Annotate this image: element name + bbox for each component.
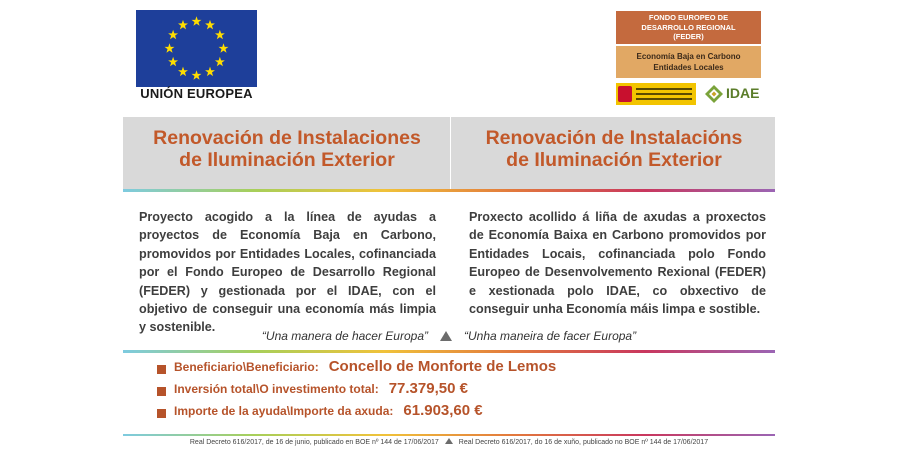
legal-footer — [123, 438, 775, 446]
footer-spanish: Real Decreto 616/2017, de 16 de junio, publicado en BOE nº 144 de 17/06/2017 — [189, 439, 439, 446]
title-spanish — [124, 127, 450, 171]
eu-star-icon — [192, 16, 202, 25]
eu-star-icon — [205, 20, 215, 29]
eu-star-icon — [168, 57, 178, 66]
eu-star-icon — [219, 43, 229, 52]
aid-amount-label: Importe de la ayuda\Importe da axuda: — [174, 404, 394, 418]
eu-star-icon — [215, 30, 225, 39]
ministry-text-lines — [636, 88, 692, 103]
government-logo — [616, 83, 696, 105]
investment-row — [157, 380, 468, 402]
footer-galician: Real Decreto 616/2017, do 16 de xuño, publicado no BOE nº 144 de 17/06/2017 — [458, 439, 709, 446]
eu-star-icon — [165, 43, 175, 52]
slogan-galician: “Unha maneira de facer Europa” — [464, 329, 637, 343]
program-line-1: Economía Baja en Carbono — [636, 52, 741, 61]
feder-line-1: FONDO EUROPEO DE — [648, 13, 729, 23]
eu-star-icon — [205, 67, 215, 76]
eu-flag-icon — [136, 10, 257, 87]
triangle-separator-icon — [445, 438, 453, 444]
feder-line-2: DESARROLLO REGIONAL — [641, 22, 736, 32]
slogan-spanish: “Una manera de hacer Europa” — [261, 329, 428, 343]
eu-star-icon — [178, 20, 188, 29]
description-galician: Proxecto acollido á liña de axudas a proxectos de Economía Baixa en Carbono promovidos por Entidades Locais, cofinanciada polo Fondo Europeo de Desenvolvemento Rexional (FEDER) e xestionada polo IDAE, co obxectivo de conseguir unha Economía máis limpa e sostible. — [469, 210, 766, 317]
feder-line-3: (FEDER) — [673, 32, 704, 42]
eu-star-icon — [168, 30, 178, 39]
square-bullet-icon — [157, 409, 166, 418]
rainbow-divider — [123, 189, 775, 192]
program-title — [616, 46, 761, 78]
coat-of-arms-icon — [618, 86, 632, 102]
beneficiary-label: Beneficiario\Beneficiario: — [174, 360, 319, 374]
aid-amount-row — [157, 402, 483, 424]
eu-label: UNIÓN EUROPEA — [140, 86, 253, 101]
title-gl-line-1: Renovación de Instalacións — [485, 127, 743, 149]
feder-logo-box — [616, 11, 761, 101]
program-line-2: Entidades Locales — [653, 63, 724, 72]
title-es-line-1: Renovación de Instalaciones — [153, 127, 421, 149]
partner-logos — [616, 81, 761, 108]
aid-amount-value: 61.903,60 € — [403, 402, 483, 419]
idae-logo-icon — [704, 84, 724, 104]
rainbow-divider — [123, 434, 775, 436]
beneficiary-value: Concello de Monforte de Lemos — [328, 358, 557, 375]
title-gl-line-2: de Iluminación Exterior — [506, 149, 722, 171]
eu-star-icon — [215, 57, 225, 66]
title-galician — [451, 127, 777, 171]
rainbow-divider — [123, 350, 775, 353]
investment-value: 77.379,50 € — [388, 380, 468, 397]
investment-label: Inversión total\O investimento total: — [174, 382, 379, 396]
description-spanish: Proyecto acogido a la línea de ayudas a proyectos de Economía Baja en Carbono, promovidos por Entidades Locales, cofinanciada por el Fondo Europeo de Desarrollo Regional (FEDER) y gestionada por el IDAE, con el objetivo de conseguir una economía más limpia y sostenible. — [139, 210, 436, 335]
idae-label: IDAE — [726, 85, 760, 101]
slogan-row — [123, 329, 775, 343]
feder-title — [616, 11, 761, 44]
square-bullet-icon — [157, 387, 166, 396]
title-es-line-2: de Iluminación Exterior — [179, 149, 395, 171]
eu-star-icon — [192, 70, 202, 79]
triangle-separator-icon — [440, 331, 452, 341]
eu-star-icon — [178, 67, 188, 76]
beneficiary-row — [157, 358, 556, 380]
square-bullet-icon — [157, 365, 166, 374]
